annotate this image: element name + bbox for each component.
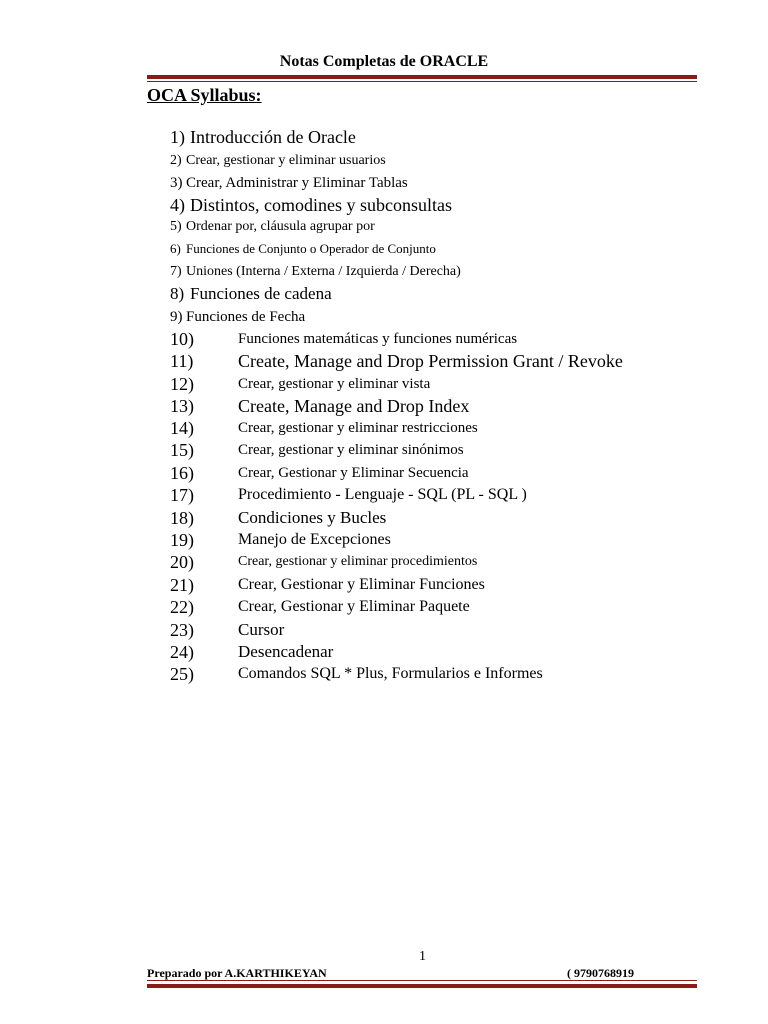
list-item-text: Create, Manage and Drop Permission Grant / Revoke (238, 351, 623, 371)
page-header-title: Notas Completas de ORACLE (279, 53, 489, 70)
list-item-text: Procedimiento - Lenguaje - SQL (PL - SQL ) (238, 486, 527, 503)
list-item-number: 19) (170, 530, 194, 550)
list-item-number: 2) (170, 153, 182, 168)
list-item-text: Crear, Gestionar y Eliminar Funciones (238, 576, 485, 593)
list-item-text: Condiciones y Bucles (238, 508, 387, 527)
list-item-text: Crear, gestionar y eliminar procedimientos (238, 554, 478, 569)
list-item-number: 17) (170, 485, 194, 505)
list-item-text: Cursor (238, 620, 285, 639)
list-item-number: 21) (170, 575, 194, 595)
list-item-text: Funciones de Fecha (186, 309, 306, 325)
list-item-text: Comandos SQL * Plus, Formularios e Informes (238, 665, 543, 682)
list-item-number: 11) (170, 351, 194, 371)
list-item-number: 10) (170, 329, 194, 349)
list-item-number: 6) (170, 241, 181, 256)
list-item-number: 25) (170, 664, 194, 684)
list-item-text: Crear, gestionar y eliminar sinónimos (238, 442, 464, 458)
section-title: OCA Syllabus: (147, 85, 262, 105)
list-item-number: 4) (170, 195, 185, 215)
list-item-number: 1) (170, 127, 185, 147)
list-item-text: Distintos, comodines y subconsultas (190, 195, 452, 215)
list-item-text: Introducción de Oracle (190, 127, 356, 147)
footer-author: Preparado por A.KARTHIKEYAN (147, 966, 327, 980)
list-item-text: Crear, Gestionar y Eliminar Secuencia (238, 465, 469, 481)
list-item-number: 23) (170, 620, 194, 640)
list-item-number: 24) (170, 642, 194, 662)
list-item-text: Crear, gestionar y eliminar usuarios (186, 153, 386, 168)
list-item-text: Funciones matemáticas y funciones numéricas (238, 331, 518, 347)
list-item-text: Ordenar por, cláusula agrupar por (186, 219, 375, 234)
page-number: 1 (419, 949, 426, 964)
list-item-number: 18) (170, 508, 194, 528)
list-item-text: Funciones de Conjunto o Operador de Conjunto (186, 241, 436, 256)
list-item-number: 5) (170, 219, 182, 234)
footer-rule-thick (147, 984, 697, 988)
list-item-text: Crear, gestionar y eliminar vista (238, 376, 431, 392)
list-item-number: 15) (170, 440, 194, 460)
list-item-number: 12) (170, 374, 194, 394)
header-rule-thin (147, 81, 697, 82)
list-item-text: Uniones (Interna / Externa / Izquierda / Derecha) (186, 264, 461, 279)
list-item-number: 13) (170, 396, 194, 416)
list-item-text: Create, Manage and Drop Index (238, 396, 470, 416)
list-item-text: Crear, gestionar y eliminar restricciones (238, 420, 478, 436)
footer-phone: ( 9790768919 (567, 966, 634, 980)
list-item-text: Manejo de Excepciones (238, 531, 391, 548)
list-item-number: 3) (170, 175, 183, 191)
list-item-number: 7) (170, 264, 182, 279)
list-item-text: Desencadenar (238, 642, 334, 661)
list-item-text: Crear, Gestionar y Eliminar Paquete (238, 598, 470, 615)
list-item-number: 14) (170, 418, 194, 438)
list-item-number: 20) (170, 552, 194, 572)
list-item-number: 8) (170, 284, 185, 303)
header-rule-thick (147, 75, 697, 79)
list-item-number: 9) (170, 309, 183, 325)
list-item-number: 22) (170, 597, 194, 617)
list-item-text: Funciones de cadena (190, 284, 332, 303)
list-item-number: 16) (170, 463, 194, 483)
list-item-text: Crear, Administrar y Eliminar Tablas (186, 175, 408, 191)
